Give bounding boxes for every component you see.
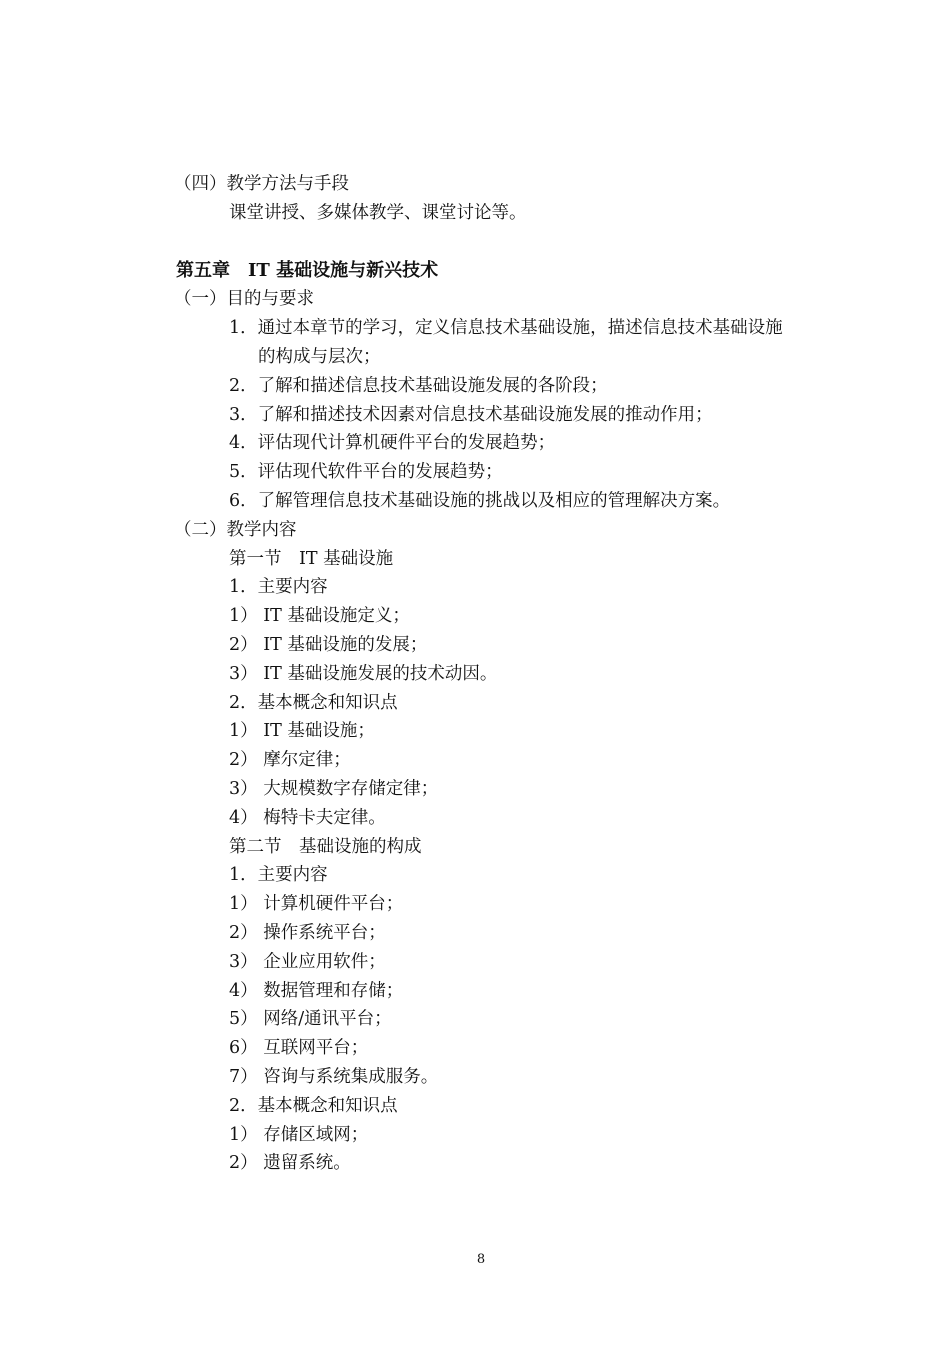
section4-heading: （四）教学方法与手段 [174,174,349,194]
sec2-title: 第二节 基础设施的构成 [229,837,422,857]
chapter-title: 第五章 IT 基础设施与新兴技术 [176,260,439,281]
goal-item: 1．通过本章节的学习，定义信息技术基础设施，描述信息技术基础设施 [229,318,783,338]
sec1-main-heading: 1．主要内容 [229,577,328,597]
goal-item: 5．评估现代软件平台的发展趋势； [229,462,503,482]
goal-item: 6．了解管理信息技术基础设施的挑战以及相应的管理解决方案。 [229,491,731,511]
list-item: 2） IT 基础设施的发展； [229,635,428,655]
list-item: 1） 计算机硬件平台； [229,894,404,914]
goals-heading: （一）目的与要求 [174,289,314,309]
sec2-concept-heading: 2．基本概念和知识点 [229,1096,398,1116]
goal-item-continuation: 的构成与层次； [258,347,381,367]
content-heading: （二）教学内容 [174,520,297,540]
list-item: 1） 存储区域网； [229,1125,369,1145]
list-item: 2） 遗留系统。 [229,1153,351,1173]
page-number: 8 [476,1252,486,1267]
list-item: 4） 数据管理和存储； [229,981,404,1001]
list-item: 2） 操作系统平台； [229,923,386,943]
sec1-concept-heading: 2．基本概念和知识点 [229,693,398,713]
goal-item: 4．评估现代计算机硬件平台的发展趋势； [229,433,556,453]
sec2-main-heading: 1．主要内容 [229,865,328,885]
goal-item: 2．了解和描述信息技术基础设施发展的各阶段； [229,376,608,396]
list-item: 3） 企业应用软件； [229,952,386,972]
list-item: 5） 网络/通讯平台； [229,1009,392,1029]
list-item: 1） IT 基础设施定义； [229,606,410,626]
list-item: 7） 咨询与系统集成服务。 [229,1067,439,1087]
sec1-title: 第一节 IT 基础设施 [229,549,394,569]
list-item: 3） IT 基础设施发展的技术动因。 [229,664,498,684]
list-item: 2） 摩尔定律； [229,750,351,770]
section4-body: 课堂讲授、多媒体教学、课堂讨论等。 [229,203,527,223]
list-item: 6） 互联网平台； [229,1038,369,1058]
list-item: 3） 大规模数字存储定律； [229,779,439,799]
list-item: 4） 梅特卡夫定律。 [229,808,386,828]
goal-item: 3．了解和描述技术因素对信息技术基础设施发展的推动作用； [229,405,713,425]
list-item: 1） IT 基础设施； [229,721,375,741]
